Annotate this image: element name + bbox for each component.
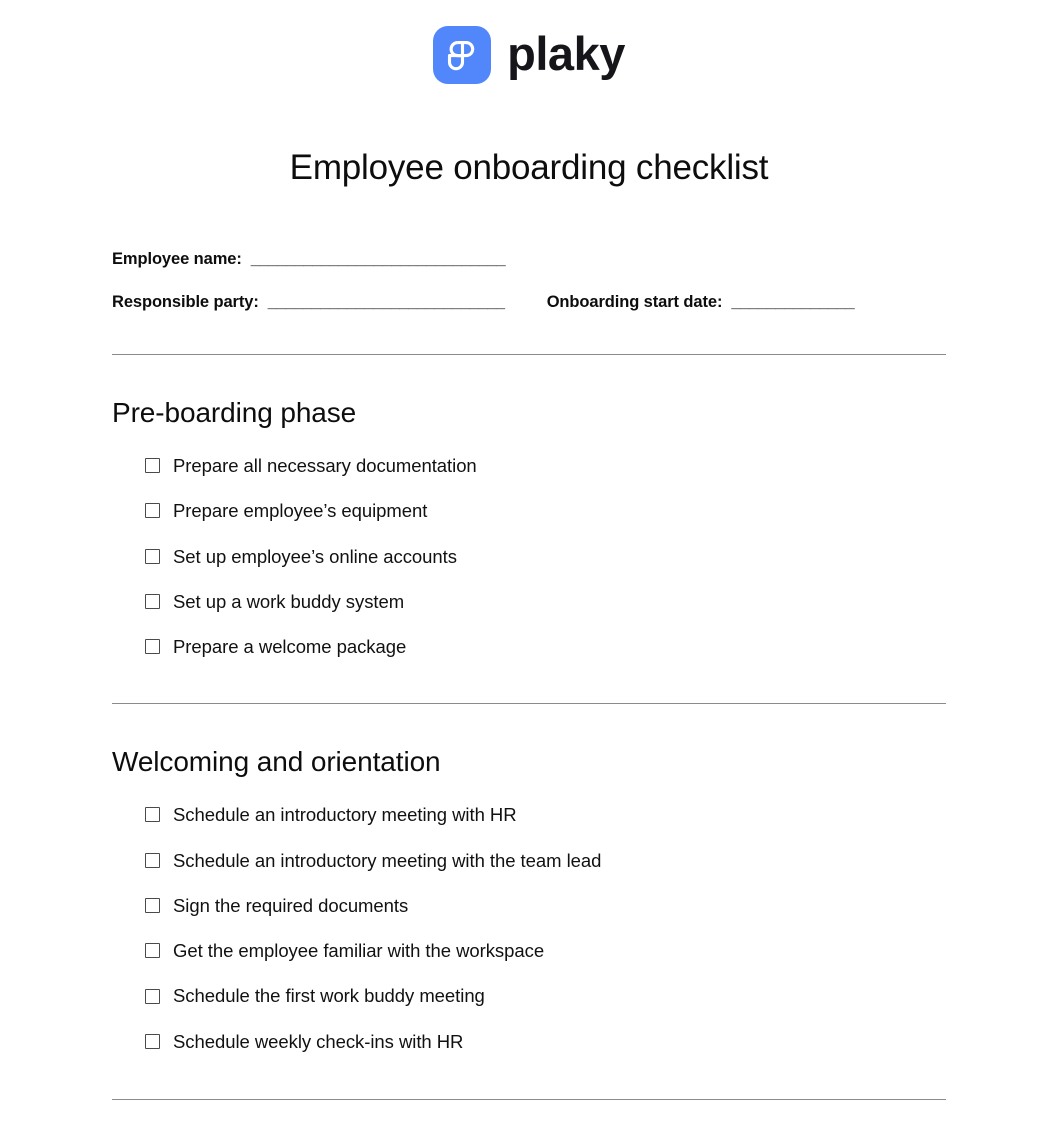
- list-item[interactable]: [112, 636, 946, 657]
- section-divider: [112, 1099, 946, 1100]
- checkbox-icon[interactable]: [145, 639, 160, 654]
- meta-fields: [112, 188, 946, 312]
- list-item[interactable]: [112, 940, 946, 961]
- list-item[interactable]: [112, 1031, 946, 1052]
- section-pre-boarding-phase: [112, 355, 946, 657]
- list-item-label: Set up employee’s online accounts: [173, 545, 457, 567]
- checkbox-icon[interactable]: [145, 989, 160, 1004]
- onboarding-start-date-label: Onboarding start date:: [546, 293, 723, 311]
- list-item[interactable]: [112, 546, 946, 567]
- page-title: Employee onboarding checklist: [289, 148, 769, 187]
- brand-header: [0, 0, 1058, 88]
- employee-name-field[interactable]: [112, 250, 505, 269]
- list-item[interactable]: [112, 455, 946, 476]
- list-item-label: Schedule an introductory meeting with HR: [173, 804, 517, 826]
- checkbox-icon[interactable]: [145, 898, 160, 913]
- onboarding-start-date-blank[interactable]: ______________: [731, 293, 855, 311]
- list-item-label: Schedule weekly check-ins with HR: [173, 1030, 464, 1052]
- meta-row: [112, 250, 946, 269]
- section-welcoming-and-orientation: [112, 704, 946, 1052]
- checkbox-icon[interactable]: [145, 458, 160, 473]
- plaky-logo-icon: [433, 26, 491, 84]
- responsible-party-label: Responsible party:: [112, 293, 259, 311]
- list-item[interactable]: [112, 591, 946, 612]
- list-item-label: Schedule the first work buddy meeting: [173, 985, 485, 1007]
- list-item-label: Get the employee familiar with the workspace: [173, 940, 545, 962]
- employee-name-blank[interactable]: _____________________________: [250, 250, 506, 268]
- list-item[interactable]: [112, 985, 946, 1006]
- checkbox-icon[interactable]: [145, 943, 160, 958]
- checkbox-icon[interactable]: [145, 807, 160, 822]
- checkbox-icon[interactable]: [145, 594, 160, 609]
- onboarding-start-date-field[interactable]: [547, 293, 855, 312]
- checkbox-icon[interactable]: [145, 853, 160, 868]
- list-item-label: Prepare a welcome package: [173, 636, 407, 658]
- checklist: [112, 429, 946, 657]
- employee-name-label: Employee name:: [112, 250, 242, 268]
- responsible-party-field[interactable]: [112, 293, 505, 312]
- meta-row: [112, 293, 946, 312]
- section-title: Pre-boarding phase: [112, 397, 357, 428]
- document-content: [0, 188, 1058, 1100]
- list-item[interactable]: [112, 850, 946, 871]
- checkbox-icon[interactable]: [145, 1034, 160, 1049]
- list-item-label: Sign the required documents: [173, 894, 409, 916]
- responsible-party-blank[interactable]: ___________________________: [267, 293, 505, 311]
- list-item-label: Set up a work buddy system: [173, 590, 405, 612]
- checklist: [112, 778, 946, 1052]
- list-item-label: Schedule an introductory meeting with the team lead: [173, 849, 602, 871]
- section-title: Welcoming and orientation: [112, 746, 441, 778]
- list-item[interactable]: [112, 804, 946, 825]
- plaky-wordmark: plaky: [507, 26, 625, 80]
- list-item[interactable]: [112, 500, 946, 521]
- list-item[interactable]: [112, 895, 946, 916]
- list-item-label: Prepare all necessary documentation: [173, 455, 477, 476]
- checkbox-icon[interactable]: [145, 503, 160, 518]
- checkbox-icon[interactable]: [145, 549, 160, 564]
- list-item-label: Prepare employee’s equipment: [173, 500, 428, 522]
